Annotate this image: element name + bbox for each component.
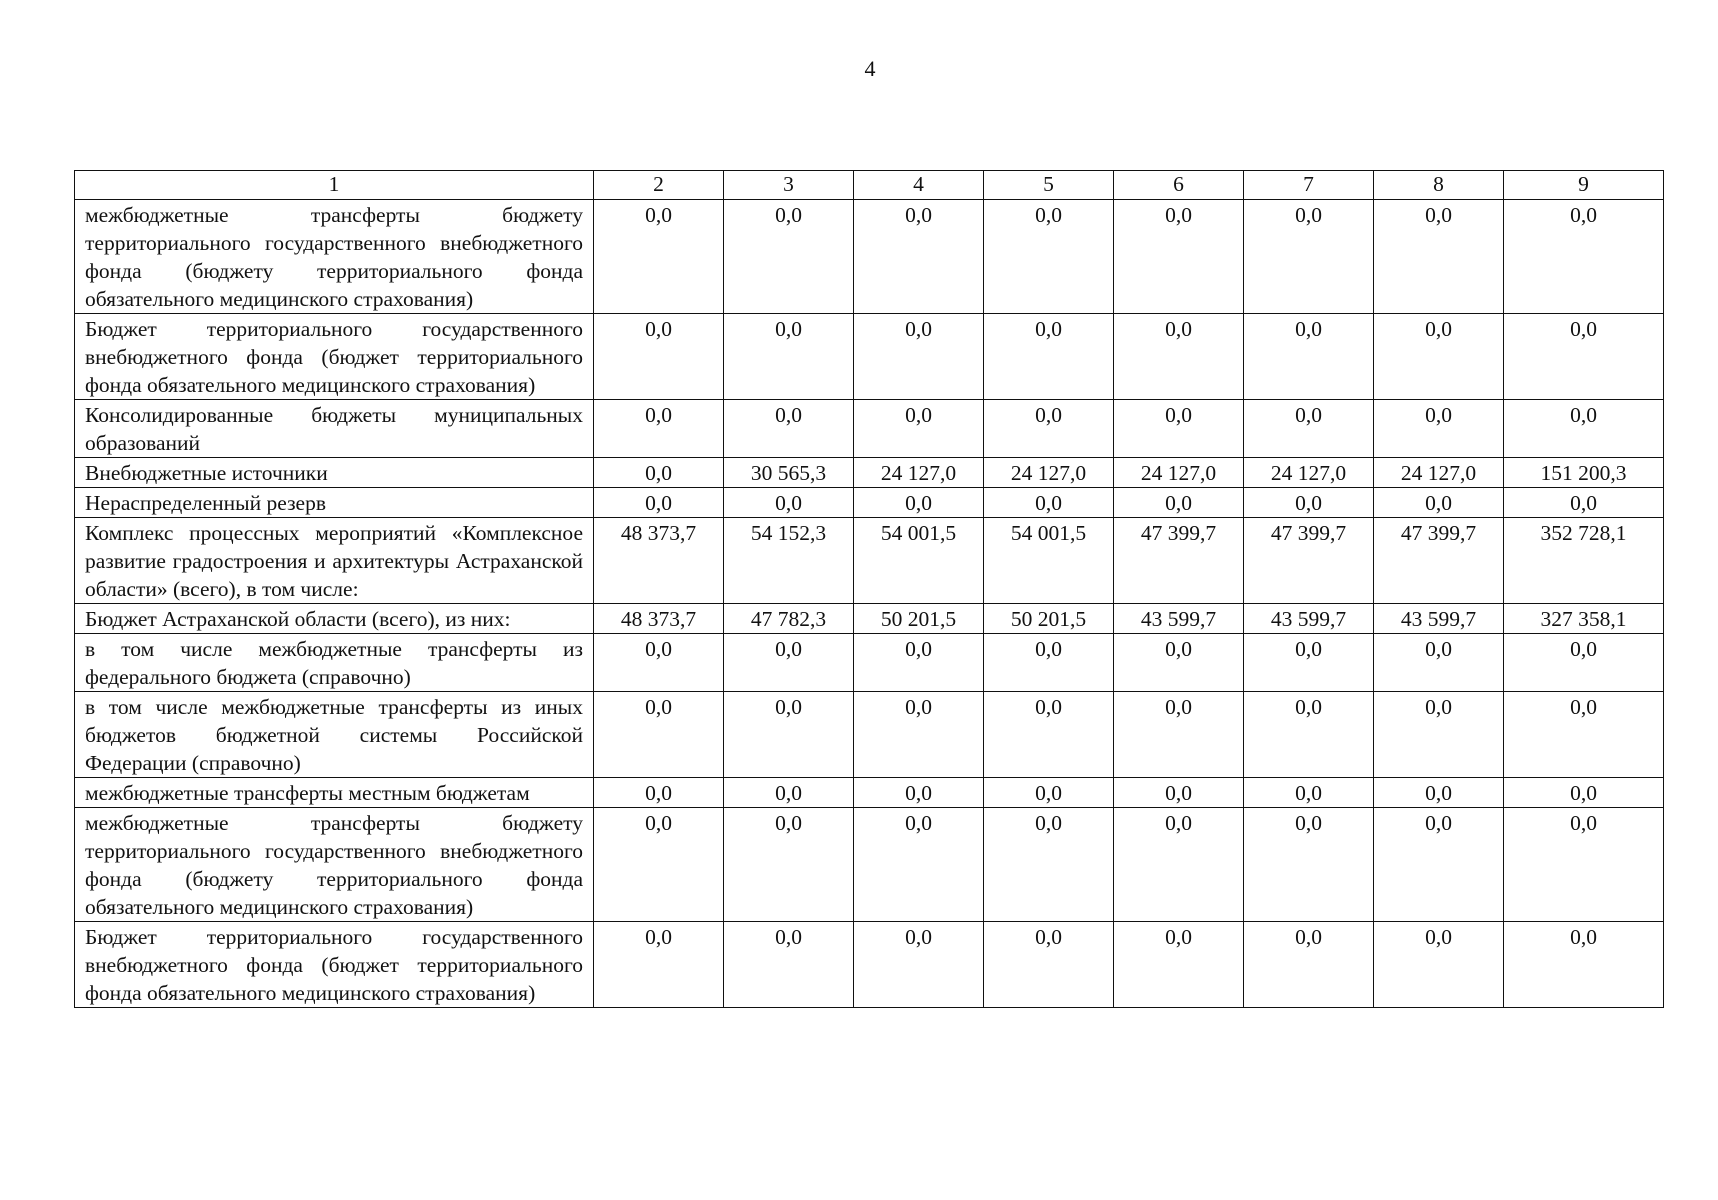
value-cell: 0,0 [1504, 778, 1664, 808]
value-cell: 0,0 [1244, 634, 1374, 692]
value-cell: 43 599,7 [1114, 604, 1244, 634]
value-cell: 47 782,3 [724, 604, 854, 634]
value-cell: 50 201,5 [854, 604, 984, 634]
row-label: Комплекс процессных мероприятий «Комплексное развитие градостроения и архитектуры Астраханской области» (всего), в том числе: [75, 518, 594, 604]
value-cell: 0,0 [1504, 808, 1664, 922]
table-body [75, 200, 1664, 1008]
table-row [75, 314, 1664, 400]
header-cell: 7 [1244, 171, 1374, 200]
header-cell: 3 [724, 171, 854, 200]
row-label: межбюджетные трансферты бюджету территориального государственного внебюджетного фонда (бюджету территориального фонда обязательного медицинского страхования) [75, 200, 594, 314]
value-cell: 0,0 [724, 692, 854, 778]
header-cell: 6 [1114, 171, 1244, 200]
table-row [75, 778, 1664, 808]
value-cell: 24 127,0 [1114, 458, 1244, 488]
value-cell: 0,0 [1114, 314, 1244, 400]
header-cell: 4 [854, 171, 984, 200]
value-cell: 54 001,5 [984, 518, 1114, 604]
row-label: Внебюджетные источники [75, 458, 594, 488]
budget-table [74, 170, 1664, 1008]
value-cell: 0,0 [1244, 200, 1374, 314]
value-cell: 0,0 [1504, 200, 1664, 314]
table-row [75, 634, 1664, 692]
row-label: межбюджетные трансферты местным бюджетам [75, 778, 594, 808]
table-row [75, 604, 1664, 634]
value-cell: 47 399,7 [1114, 518, 1244, 604]
value-cell: 0,0 [1374, 692, 1504, 778]
value-cell: 0,0 [1374, 314, 1504, 400]
value-cell: 151 200,3 [1504, 458, 1664, 488]
value-cell: 0,0 [984, 200, 1114, 314]
table-row [75, 458, 1664, 488]
header-cell: 5 [984, 171, 1114, 200]
table-row [75, 488, 1664, 518]
value-cell: 0,0 [854, 634, 984, 692]
value-cell: 327 358,1 [1504, 604, 1664, 634]
value-cell: 0,0 [594, 200, 724, 314]
value-cell: 0,0 [1244, 692, 1374, 778]
page-number: 4 [864, 56, 876, 81]
value-cell: 0,0 [594, 922, 724, 1008]
value-cell: 54 001,5 [854, 518, 984, 604]
value-cell: 0,0 [1374, 488, 1504, 518]
value-cell: 0,0 [1244, 808, 1374, 922]
value-cell: 43 599,7 [1244, 604, 1374, 634]
value-cell: 0,0 [854, 778, 984, 808]
row-label: межбюджетные трансферты бюджету территориального государственного внебюджетного фонда (бюджету территориального фонда обязательного медицинского страхования) [75, 808, 594, 922]
value-cell: 24 127,0 [1374, 458, 1504, 488]
value-cell: 0,0 [594, 400, 724, 458]
value-cell: 0,0 [1374, 200, 1504, 314]
value-cell: 0,0 [1504, 488, 1664, 518]
value-cell: 0,0 [1504, 922, 1664, 1008]
value-cell: 0,0 [854, 692, 984, 778]
header-row [75, 171, 1664, 200]
value-cell: 0,0 [1244, 488, 1374, 518]
value-cell: 50 201,5 [984, 604, 1114, 634]
value-cell: 0,0 [984, 922, 1114, 1008]
value-cell: 0,0 [1244, 922, 1374, 1008]
value-cell: 48 373,7 [594, 518, 724, 604]
value-cell: 352 728,1 [1504, 518, 1664, 604]
value-cell: 0,0 [724, 778, 854, 808]
value-cell: 0,0 [594, 778, 724, 808]
value-cell: 0,0 [724, 400, 854, 458]
value-cell: 30 565,3 [724, 458, 854, 488]
value-cell: 0,0 [1504, 634, 1664, 692]
value-cell: 0,0 [1374, 400, 1504, 458]
value-cell: 0,0 [1374, 808, 1504, 922]
table-row [75, 808, 1664, 922]
table-header [75, 171, 1664, 200]
value-cell: 0,0 [854, 922, 984, 1008]
header-cell: 9 [1504, 171, 1664, 200]
value-cell: 0,0 [854, 400, 984, 458]
value-cell: 24 127,0 [854, 458, 984, 488]
value-cell: 0,0 [1374, 634, 1504, 692]
value-cell: 24 127,0 [984, 458, 1114, 488]
value-cell: 0,0 [1504, 692, 1664, 778]
value-cell: 0,0 [1114, 778, 1244, 808]
table-row [75, 922, 1664, 1008]
value-cell: 0,0 [984, 488, 1114, 518]
value-cell: 0,0 [854, 200, 984, 314]
value-cell: 0,0 [724, 808, 854, 922]
header-cell: 2 [594, 171, 724, 200]
value-cell: 0,0 [1114, 488, 1244, 518]
value-cell: 47 399,7 [1374, 518, 1504, 604]
value-cell: 0,0 [724, 200, 854, 314]
row-label: Нераспределенный резерв [75, 488, 594, 518]
value-cell: 0,0 [724, 314, 854, 400]
header-cell: 8 [1374, 171, 1504, 200]
value-cell: 0,0 [594, 314, 724, 400]
value-cell: 54 152,3 [724, 518, 854, 604]
value-cell: 48 373,7 [594, 604, 724, 634]
value-cell: 0,0 [984, 400, 1114, 458]
value-cell: 24 127,0 [1244, 458, 1374, 488]
row-label: Бюджет территориального государственного внебюджетного фонда (бюджет территориального фонда обязательного медицинского страхования) [75, 922, 594, 1008]
row-label: в том числе межбюджетные трансферты из иных бюджетов бюджетной системы Российской Федерации (справочно) [75, 692, 594, 778]
value-cell: 0,0 [1504, 400, 1664, 458]
value-cell: 0,0 [724, 922, 854, 1008]
header-cell: 1 [75, 171, 594, 200]
value-cell: 0,0 [1244, 314, 1374, 400]
value-cell: 0,0 [1114, 634, 1244, 692]
value-cell: 0,0 [1244, 400, 1374, 458]
value-cell: 0,0 [1244, 778, 1374, 808]
value-cell: 0,0 [724, 488, 854, 518]
table-row [75, 518, 1664, 604]
value-cell: 47 399,7 [1244, 518, 1374, 604]
value-cell: 0,0 [594, 634, 724, 692]
table-row [75, 200, 1664, 314]
value-cell: 0,0 [984, 808, 1114, 922]
value-cell: 0,0 [854, 808, 984, 922]
value-cell: 0,0 [984, 314, 1114, 400]
value-cell: 0,0 [1374, 922, 1504, 1008]
value-cell: 0,0 [854, 314, 984, 400]
value-cell: 0,0 [594, 808, 724, 922]
value-cell: 0,0 [594, 692, 724, 778]
value-cell: 0,0 [594, 458, 724, 488]
row-label: Бюджет Астраханской области (всего), из них: [75, 604, 594, 634]
value-cell: 0,0 [1114, 400, 1244, 458]
row-label: Бюджет территориального государственного внебюджетного фонда (бюджет территориального фонда обязательного медицинского страхования) [75, 314, 594, 400]
value-cell: 0,0 [854, 488, 984, 518]
value-cell: 0,0 [1114, 692, 1244, 778]
value-cell: 0,0 [984, 634, 1114, 692]
row-label: в том числе межбюджетные трансферты из федерального бюджета (справочно) [75, 634, 594, 692]
value-cell: 0,0 [984, 778, 1114, 808]
table-row [75, 400, 1664, 458]
value-cell: 0,0 [1114, 808, 1244, 922]
value-cell: 0,0 [1374, 778, 1504, 808]
value-cell: 0,0 [984, 692, 1114, 778]
value-cell: 0,0 [594, 488, 724, 518]
table-row [75, 692, 1664, 778]
row-label: Консолидированные бюджеты муниципальных образований [75, 400, 594, 458]
value-cell: 0,0 [724, 634, 854, 692]
value-cell: 0,0 [1504, 314, 1664, 400]
value-cell: 43 599,7 [1374, 604, 1504, 634]
value-cell: 0,0 [1114, 200, 1244, 314]
value-cell: 0,0 [1114, 922, 1244, 1008]
